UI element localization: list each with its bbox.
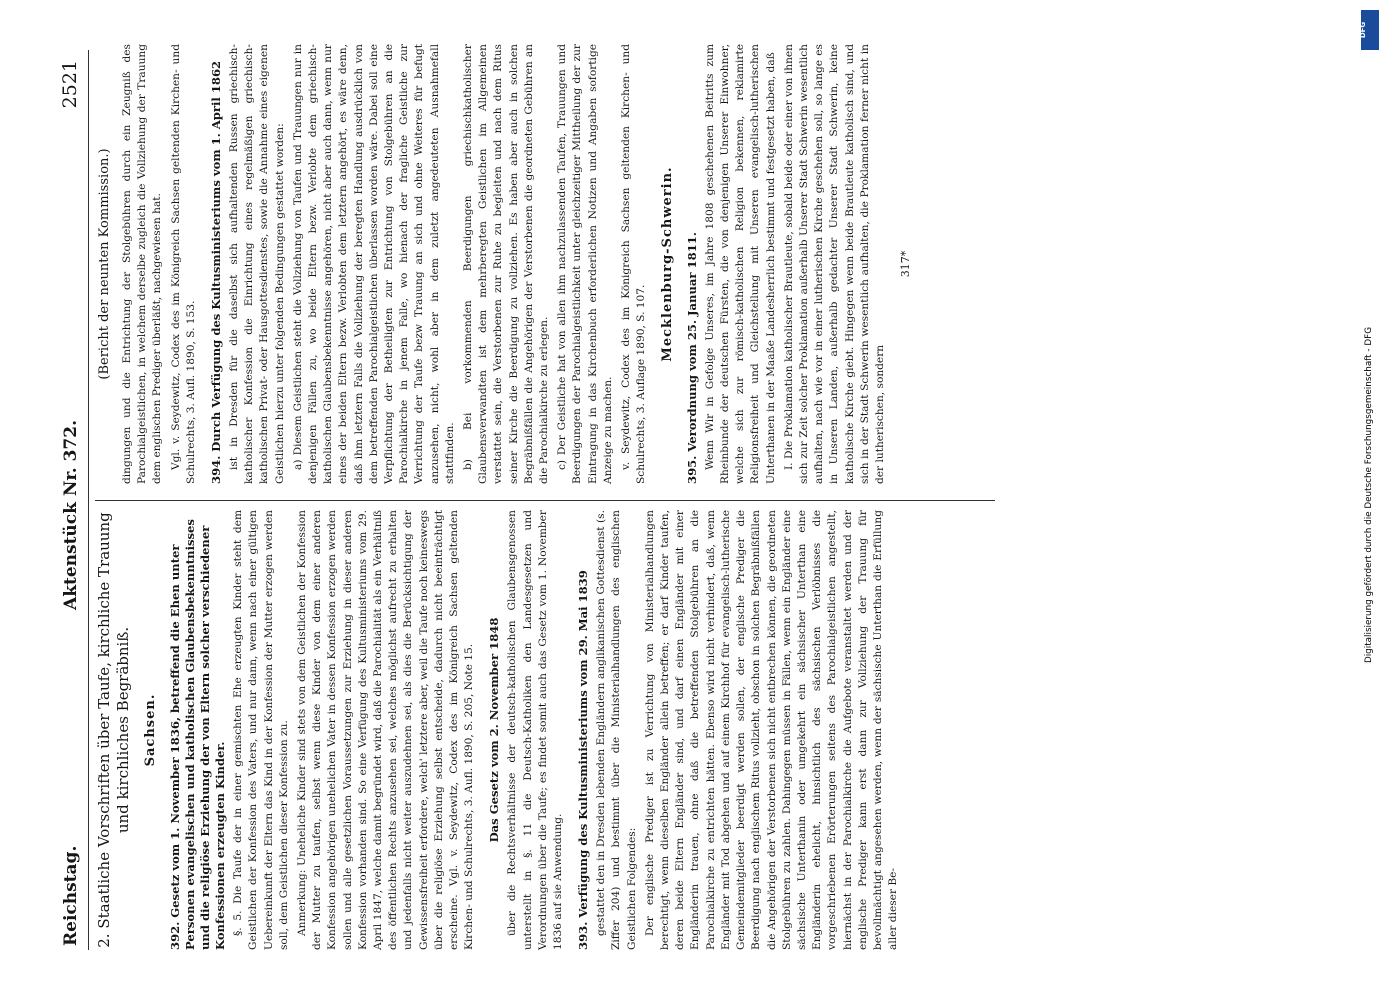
heading-393: 393. Verfügung des Kultusministeriums vom 29. Mai 1839: [576, 570, 591, 950]
paragraph-395-b: I. Die Proklamation katholischer Brautleute, sobald beide oder einer von ihnen sich zur Zeit solcher Proklamation außerhalb Unserer Stadt Schwerin wesentlich aufhalten, nach wie vor in einer lutherischen Kirche geschehen soll, so lange es in Unseren Landen, außerhalb gedachter Unserer Stadt Schwerin, keine katholische Kirche giebt. Hingegen wenn beide Brautleute katholisch sind, und sich in der Stadt Schwerin wesentlich aufhalten, die Proklamation ferner nicht in der lutherischen, sondern: [782, 44, 886, 484]
signature-mark: 317*: [899, 250, 913, 278]
paragraph-392-b: Anmerkung: Uneheliche Kinder sind stets von dem Geistlichen der Konfession der Mutter zu taufen, selbst wenn diese Kinder von dem einer anderen Konfession angehörigen unehelichen Vater in dessen Konfession erzogen werden sollen und alle gesetzlichen Voraussetzungen zur Erziehung in dieser anderen Konfession vorhanden sind. So eine Verfügung des Kultusministeriums vom 29. April 1847, welche damit begründet wird, daß die Parochialität als ein Verhältniß des öffentlichen Rechts anzusehen sei, welches möglichst aufrecht zu erhalten und jedenfalls nicht weiter auszudehnen sei, als dies die Berücksichtigung der Gewissensfreiheit erfordere, welch' letztere aber, weil die Taufe noch keineswegs über die religiöse Erziehung selbst entscheide, dadurch nicht beeinträchtigt erscheine. Vgl. v. Seydewitz, Codex des im Königreich Sachsen geltenden Kirchen- und Schulrechts, 3. Aufl. 1890, S. 205, Note 15.: [296, 510, 476, 950]
left-column: [95, 510, 904, 950]
paragraph-393-b: Der englische Prediger ist zu Verrichtung von Ministerialhandlungen berechtigt, wenn dieselben Engländer allein betreffen; er darf Kinder taufen, deren beide Eltern Engländer sind, und darf einen Engländer mit einer Engländerin trauen, ohne daß die betreffenden Stolgebühren an die Parochialkirche zu entrichten hätten. Ebenso wird nicht verhindert, daß, wenn Engländer mit Tod abgehen und auf einem Kirchhof für evangelisch-lutherische Gemeindemitglieder beerdigt werden sollen, der englische Prediger die Beerdigung nach englischem Ritus vollzieht, obschon in solchen Begräbnißfällen die Angehörigen der Verstorbenen sich nicht entbrechen können, die geordneten Stolgebühren zu zahlen. Dahingegen müssen in Fällen, wenn ein Engländer eine sächsische Unterthanin oder umgekehrt ein sächsischer Unterthan eine Engländerin ehelicht, hinsichtlich des sächsischen Verlöbnisses die vorgeschriebenen Erörterungen seitens des Parochialgeistlichen angestellt, hiernächst in der Parochialkirche die Aufgebote veranstaltet werden und der englische Prediger kann erst dann zur Vollziehung der Trauung für bevollmächtigt angesehen werden, wenn der sächsische Unterthan die Erfüllung aller dieser Be-: [643, 510, 900, 950]
running-header: [51, 20, 85, 980]
reference-2: v. Seydewitz, Codex des im Königreich Sachsen geltenden Kirchen- und Schulrechts, 3. Auflage 1890, S. 107.: [620, 44, 648, 484]
state-heading-mecklenburg: Mecklenburg-Schwerin.: [659, 166, 675, 362]
page-number: 2521: [59, 60, 81, 109]
state-heading-saxony: Sachsen.: [143, 693, 158, 767]
reference-1: Vgl. v. Seydewitz, Codex des im Königreich Sachsen geltenden Kirchen- und Schulrechts, 3. Aufl. 1890, S. 153.: [169, 44, 197, 484]
header-bracket: (Bericht der neunten Kommission.): [97, 148, 112, 380]
paragraph-392-a: §. 5. Die Taufe der in einer gemischten Ehe erzeugten Kinder steht dem Geistlichen der Konfession des Vaters, und nur dann, wenn nach einer gültigen Uebereinkunft der Eltern das Kind in der Konfession der Mutter erzogen werden soll, dem Geistlichen dieser Konfession zu.: [232, 510, 290, 950]
rotated-document: [51, 20, 1331, 980]
header-rule: [88, 50, 89, 950]
section-title: 2. Staatliche Vorschriften über Taufe, kirchliche Trauung und kirchliches Begräbniß.: [95, 512, 132, 948]
paragraph-394-d: c) Der Geistliche hat von allen ihm nachzulassenden Taufen, Trauungen und Beerdigungen der Parochialgeistlichkeit unter gleichzeitiger Mittheilung der zur Eintragung in das Kirchenbuch erforderlichen Notizen und Angaben sofortige Anzeige zu machen.: [556, 44, 614, 484]
paragraph-394-c: b) Bei vorkommenden Beerdigungen griechischkatholischer Glaubensverwandten ist dem mehrberegten Geistlichen im Allgemeinen verstattet sein, die Verstorbenen zur Ruhe zu begleiten und nach dem Ritus seiner Kirche die Beerdigung zu vollziehen. Es haben aber auch in solchen Begräbnißfällen die Angehörigen der Verstorbenen die geordneten Gebühren an die Parochialkirche zu erlegen.: [462, 44, 551, 484]
paragraph-394-a: ist in Dresden für die daselbst sich aufhaltenden Russen griechisch-katholischer Konfession die Einrichtung eines regelmäßigen griechisch-katholischen Privat- oder Hausgottesdienstes, sowie die Annahme eines eigenen Geistlichen hierzu unter folgenden Bedingungen gestattet worden:: [228, 44, 286, 484]
dfg-logo-icon: DFG: [1361, 10, 1379, 50]
heading-394: 394. Durch Verfügung des Kultusministeriums vom 1. April 1862: [209, 60, 224, 484]
paragraph-continued: dingungen und die Entrichtung der Stolgebühren durch ein Zeugniß des Parochialgeistlichen, in welchem derselbe zugleich die Vollziehung der Trauung dem englischen Prediger überläßt, nachgewiesen hat.: [121, 44, 164, 484]
header-left: Reichstag.: [61, 845, 81, 946]
digitization-text: Digitalisierung gefördert durch die Deutsche Forschungsgemeinschaft - DFG: [1364, 326, 1374, 664]
column-rule: [95, 500, 995, 501]
paragraph-395-a: Wenn Wir in Gefolge Unseres, im Jahre 1808 geschehenen Beitritts zum Rheinbunde der deutschen Fürsten, die von denjenigen Unserer Einwohner, welche sich zur römisch-katholischen Religion bekennen, reklamirte Religionsfreiheit und Gleichstellung mit Unseren evangelisch-lutherischen Unterthanen in der Maaße Landesherrlich bestimmt und festgesetzt haben, daß: [703, 44, 777, 484]
heading-392: 392. Gesetz vom 1. November 1836, betreffend die Ehen unter Personen evangelischen und katholischen Glaubensbekenntnisses und die religiöse Erziehung der von Eltern solcher verschiedener Konfessionen erzeugten Kinder.: [168, 519, 228, 950]
right-column: [95, 44, 913, 484]
header-middle: Aktenstück Nr. 372.: [61, 419, 81, 610]
paragraph-393-a: gestattet den in Dresden lebenden Engländern anglikanischen Gottesdienst (s. Ziffer 204) und bestimmt über die Ministerialhandlungen des englischen Geistlichen Folgendes:: [595, 510, 638, 950]
digitization-note: [1359, 10, 1381, 990]
paragraph-394-b: a) Diesem Geistlichen steht die Vollziehung von Taufen und Trauungen nur in denjenigen Fällen zu, wo beide Eltern bezw. Verlobte dem griechisch-katholischen Glaubensbekenntnisse angehören, nicht aber auch dann, wenn nur eines der beiden Eltern bezw. Verlobten dem letztern angehört, es wäre denn, daß ihm letztern Falls die Vollziehung der beregten Handlung ausdrücklich von dem betreffenden Parochialgeistlichen überlassen worden wäre. Dabei soll eine Verpflichtung der Betheiligten zur Entrichtung von Stolgebühren an die Parochialkirche in jenem Falle, wo hienach der fragliche Geistliche zur Verrichtung der Taufe bezw Trauung an sich und ohne Weiteres für befugt anzusehen, nicht, wohl aber in dem zuletzt angedeuteten Ausnahmefall stattfinden.: [291, 44, 456, 484]
heading-1848: Das Gesetz vom 2. November 1848: [487, 617, 502, 843]
heading-395: 395. Verordnung vom 25. Januar 1811.: [684, 232, 699, 484]
paragraph-1848: über die Rechtsverhältnisse der deutsch-katholischen Glaubensgenossen unterstellt in §. 11 die Deutsch-Katholiken den Landesgesetzen und Verordnungen über die Taufe; es findet somit auch das Gesetz vom 1. November 1836 auf sie Anwendung.: [506, 510, 565, 950]
